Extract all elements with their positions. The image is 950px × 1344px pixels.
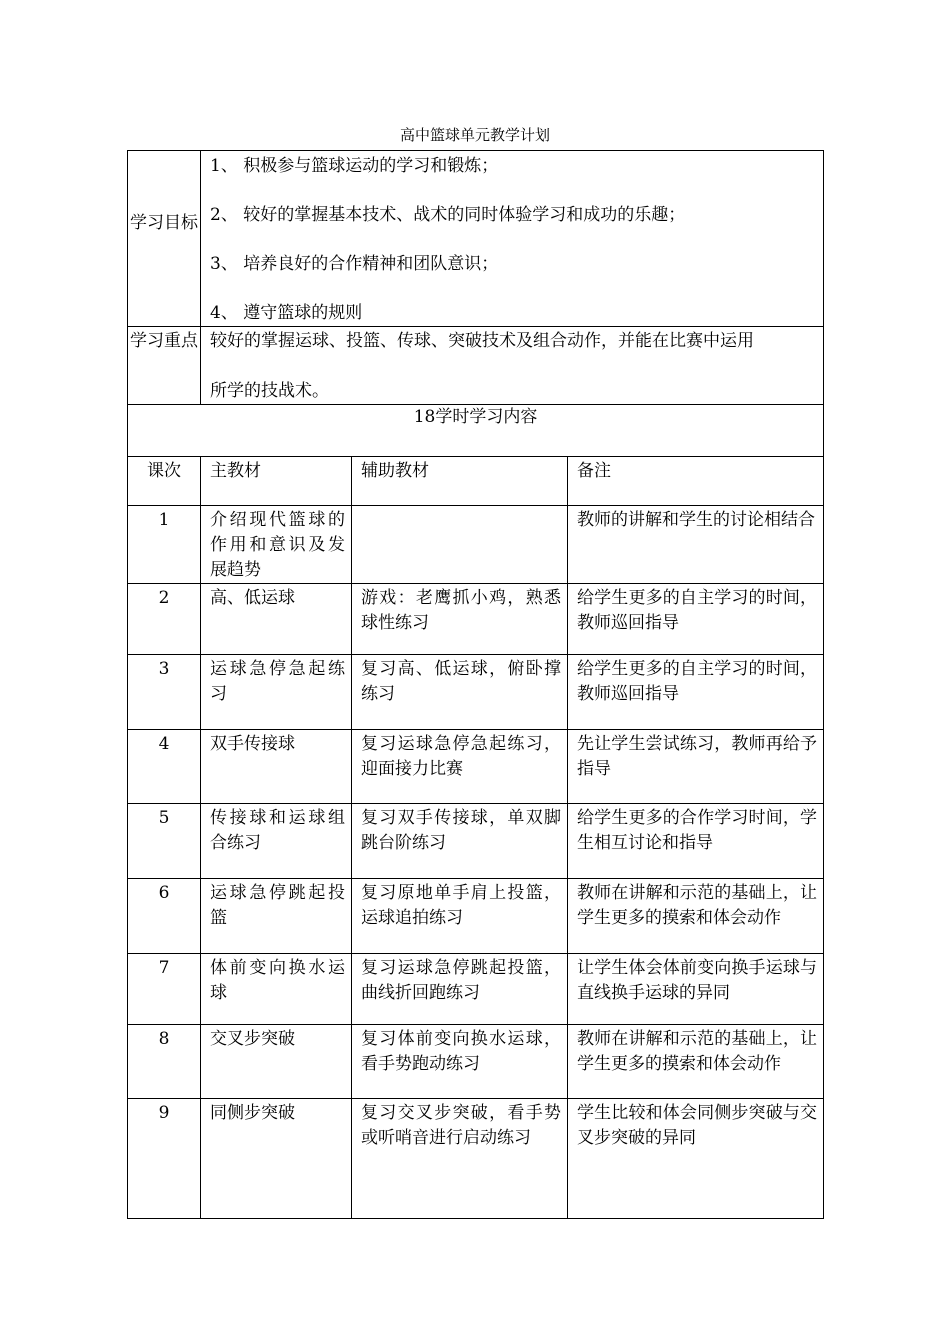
goal-item: 2、 较好的掌握基本技术、战术的同时体验学习和成功的乐趣； bbox=[210, 205, 686, 225]
table-row bbox=[128, 505, 824, 583]
lesson-note: 让学生体会体前变向换手运球与直线换手运球的异同 bbox=[568, 953, 824, 1024]
lesson-aux: 复习双手传接球，单双脚跳台阶练习 bbox=[352, 803, 568, 878]
lesson-number: 4 bbox=[128, 729, 201, 803]
lesson-aux: 复习原地单手肩上投篮，运球追拍练习 bbox=[352, 878, 568, 953]
content-title: 18学时学习内容 bbox=[128, 404, 824, 456]
lesson-number: 7 bbox=[128, 953, 201, 1024]
header-aux: 辅助教材 bbox=[352, 456, 568, 505]
table-row bbox=[128, 729, 824, 803]
goal-item: 3、 培养良好的合作精神和团队意识； bbox=[210, 254, 499, 274]
lesson-main: 体前变向换水运球 bbox=[201, 953, 352, 1024]
lesson-main: 高、低运球 bbox=[201, 583, 352, 654]
lesson-note: 给学生更多的自主学习的时间，教师巡回指导 bbox=[568, 583, 824, 654]
table-row bbox=[128, 583, 824, 654]
header-lesson: 课次 bbox=[128, 456, 201, 505]
lesson-main: 同侧步突破 bbox=[201, 1098, 352, 1218]
lesson-main: 传接球和运球组合练习 bbox=[201, 803, 352, 878]
lesson-number: 2 bbox=[128, 583, 201, 654]
lesson-note: 先让学生尝试练习，教师再给予指导 bbox=[568, 729, 824, 803]
lesson-aux: 复习交叉步突破，看手势或听哨音进行启动练习 bbox=[352, 1098, 568, 1218]
table-row bbox=[128, 803, 824, 878]
focus-label: 学习重点 bbox=[128, 326, 201, 404]
lesson-aux: 游戏：老鹰抓小鸡，熟悉球性练习 bbox=[352, 583, 568, 654]
lesson-number: 5 bbox=[128, 803, 201, 878]
focus-row bbox=[128, 326, 824, 404]
teaching-plan-table bbox=[127, 150, 824, 1219]
header-main: 主教材 bbox=[201, 456, 352, 505]
table-row bbox=[128, 878, 824, 953]
lesson-note: 教师的讲解和学生的讨论相结合 bbox=[568, 505, 824, 583]
header-row bbox=[128, 456, 824, 505]
lesson-number: 1 bbox=[128, 505, 201, 583]
lesson-aux: 复习高、低运球，俯卧撑练习 bbox=[352, 654, 568, 729]
lesson-main: 运球急停跳起投篮 bbox=[201, 878, 352, 953]
goals-content bbox=[201, 151, 824, 327]
content-title-row bbox=[128, 404, 824, 456]
lesson-note: 给学生更多的合作学习时间，学生相互讨论和指导 bbox=[568, 803, 824, 878]
lesson-main: 运球急停急起练习 bbox=[201, 654, 352, 729]
table-row bbox=[128, 953, 824, 1024]
focus-line: 所学的技战术。 bbox=[210, 380, 329, 401]
lesson-note: 教师在讲解和示范的基础上，让学生更多的摸索和体会动作 bbox=[568, 878, 824, 953]
focus-content bbox=[201, 326, 824, 404]
lesson-note: 学生比较和体会同侧步突破与交叉步突破的异同 bbox=[568, 1098, 824, 1218]
lesson-number: 3 bbox=[128, 654, 201, 729]
lesson-main: 交叉步突破 bbox=[201, 1024, 352, 1098]
goal-item: 1、 积极参与篮球运动的学习和锻炼； bbox=[210, 156, 499, 176]
lesson-aux: 复习运球急停急起练习，迎面接力比赛 bbox=[352, 729, 568, 803]
lesson-aux: 复习体前变向换水运球，看手势跑动练习 bbox=[352, 1024, 568, 1098]
header-note: 备注 bbox=[568, 456, 824, 505]
document-title: 高中篮球单元教学计划 bbox=[399, 126, 550, 144]
table-row bbox=[128, 1024, 824, 1098]
goals-row bbox=[128, 151, 824, 327]
goals-label: 学习目标 bbox=[128, 151, 201, 327]
lesson-aux: 复习运球急停跳起投篮，曲线折回跑练习 bbox=[352, 953, 568, 1024]
lesson-number: 6 bbox=[128, 878, 201, 953]
focus-line: 较好的掌握运球、投篮、传球、突破技术及组合动作，并能在比赛中运用 bbox=[210, 330, 754, 351]
table-row bbox=[128, 654, 824, 729]
lesson-number: 8 bbox=[128, 1024, 201, 1098]
lesson-main: 双手传接球 bbox=[201, 729, 352, 803]
lesson-number: 9 bbox=[128, 1098, 201, 1218]
lesson-note: 教师在讲解和示范的基础上，让学生更多的摸索和体会动作 bbox=[568, 1024, 824, 1098]
table-row bbox=[128, 1098, 824, 1218]
lesson-note: 给学生更多的自主学习的时间，教师巡回指导 bbox=[568, 654, 824, 729]
lesson-aux bbox=[352, 505, 568, 583]
goal-item: 4、 遵守篮球的规则 bbox=[210, 303, 363, 323]
lesson-main: 介绍现代篮球的作用和意识及发展趋势 bbox=[201, 505, 352, 583]
